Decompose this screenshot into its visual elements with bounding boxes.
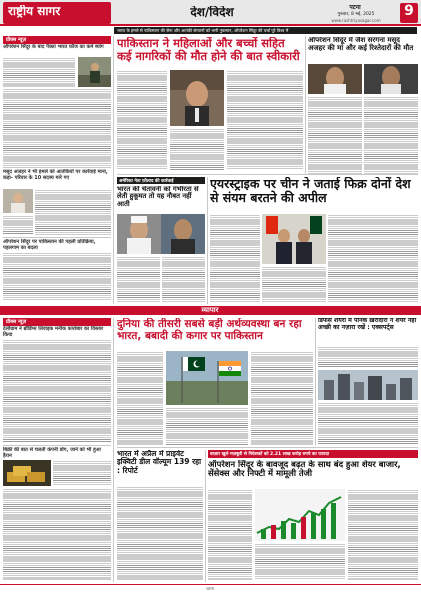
business-right-photo <box>318 370 418 400</box>
left-story3-body <box>3 252 111 300</box>
left-story1-title: ऑपरेशन सिंदूर के बाद पैक्ता भारत फ़ौज का कर्म ब्यांग <box>3 44 104 50</box>
bottom-headline: ऑपरेशन सिंदूर के बावजूद बढ़त के साथ बंद हुआ शेयर बाजार, सेंसेक्स और निफ्टी में मामूली तेजी <box>208 460 401 479</box>
page-number: 9 <box>404 4 414 19</box>
left-story2-photo <box>3 189 33 213</box>
date-label: गुरुवार, 8 मई, 2025 <box>337 12 375 17</box>
equity-headline: भारत में अप्रैल में प्राइवेट इक्विटी डील वॉल्यूम 139 रहा : रिपोर्ट <box>117 450 202 475</box>
mid-right-col2 <box>262 266 326 302</box>
business-main-headline: दुनिया की तीसरी सबसे बड़ी अर्थव्यवस्था बन रहा भारत, बबादी की कगार पर पाकिस्तान <box>117 318 302 343</box>
business-main-col2 <box>166 407 248 445</box>
business-right-body-a <box>318 346 418 368</box>
top-col-rule-1 <box>113 36 114 304</box>
business-col-rule-2 <box>315 318 316 445</box>
business-label: व्यापार <box>201 306 219 314</box>
left-divider-2 <box>3 237 111 238</box>
left-story1-body-a <box>3 57 75 87</box>
business-left-badge: प्रीक्स न्यूज़ <box>3 318 111 326</box>
main-story-photo <box>170 70 224 126</box>
right-headline: ऑपरेशन सिंदूर में जैश सरगना मसूद अजहर की मां और कई रिश्तेदारों की मौत <box>308 37 414 52</box>
left-story2-body-b <box>3 215 33 235</box>
business-main-col1 <box>117 351 163 445</box>
business-left-story1-body <box>3 339 111 443</box>
city-label: पटना <box>349 4 361 11</box>
business-left-story2-body-b <box>3 488 111 580</box>
right-story-col2 <box>364 96 418 174</box>
business-main-col3 <box>251 351 313 445</box>
mid-left-photo <box>117 214 205 254</box>
business-col-rule-3 <box>205 450 206 582</box>
bottom-col1 <box>208 489 252 580</box>
business-right-body-b <box>318 402 418 445</box>
business-left-photo <box>3 460 51 486</box>
business-left-story2-body-a <box>53 460 111 486</box>
business-left-divider <box>3 445 111 446</box>
mid-left-body-2 <box>162 256 205 302</box>
mid-left-kicker: अमेरिका नेता फ़ौलाद की कार्रवाई <box>119 179 174 184</box>
mid-left-body-1 <box>117 256 160 302</box>
footer-rule <box>0 584 421 585</box>
main-story-col3 <box>227 70 303 170</box>
top-col-rule-2 <box>305 36 306 174</box>
business-left-story1-title: टेलीग्राम ने ब्रॉडिंग्स लिवाइक मनीक कारोबार का विस्तार किया <box>3 326 104 338</box>
business-mid-divider <box>117 447 418 448</box>
business-col-rule-1 <box>113 318 114 582</box>
ticker-text: भारत के हमले से पाकिस्तान की सेना और आतंकी संगठनों को भारी नुकसान, ऑपरेशन सिंदूर की चर्चा पूरे विश्व में <box>117 28 289 33</box>
left-story1-photo <box>78 57 111 87</box>
website-label: www.rashtriyasagar.com <box>331 18 381 23</box>
right-story-col1 <box>308 96 362 174</box>
paper-name: राष्ट्रीय सागर <box>8 5 61 18</box>
main-story-col1 <box>117 70 167 170</box>
bottom-kicker: बाज़ार खुले मज़बूती से निवेशकों को 2.21 लाख करोड़ रुपये का फायदा <box>210 452 330 457</box>
business-main-photo <box>166 351 248 405</box>
main-headline: पाकिस्तान ने महिलाओं और बच्चों सहित कई नागरिकों की मौत होने की बात स्वीकारी <box>117 37 300 64</box>
business-left-story2-title: बिक्री की बात से चलती कंपनी डोंग, जानें को भी हुआ हैरान <box>3 447 101 459</box>
bottom-col2 <box>255 543 345 580</box>
main-story-col2 <box>170 128 224 170</box>
left-divider-1 <box>3 167 111 168</box>
bottom-market-photo <box>255 489 345 541</box>
left-story3-title: ऑपरेशन सिंदूर पर पाकिस्तान की पहली प्रतिक्रिया, पहलगाम का बदला <box>3 239 96 251</box>
bottom-col3 <box>348 489 418 580</box>
mid-right-photo <box>262 214 326 264</box>
mid-right-col1 <box>210 214 260 302</box>
mid-right-headline: एयरस्ट्राइक पर चीन ने जताई फिक्र दोनों देश से संयम बरतने की अपील <box>210 177 411 205</box>
business-right-headline: डिफेंस शेयरों में पैनिक ख़रीदारी ने शेयर नहीं अच्छी का नज़ारा रखें : एक्सपर्ट्स <box>318 318 417 331</box>
mid-col-rule <box>207 177 208 304</box>
right-story-photo <box>308 64 418 94</box>
mid-right-col3 <box>328 214 418 302</box>
left-story2-body <box>35 189 111 235</box>
equity-body <box>117 486 203 580</box>
section-title: देश/विदेश <box>190 6 234 19</box>
left-story1-body-b <box>3 88 111 166</box>
mid-left-headline: भारत की चेतावनी को गंभीरता से लेती हुकूमत तो यह नौबत नहीं आती <box>117 186 199 208</box>
left-story2-title: मसूद अजहर ने भी हमले को आतंकियों पर कार्रवाई माना, कहा- परिवार के 10 सदस्य मारे गए <box>3 169 108 181</box>
footer-caption: पटना <box>206 586 214 591</box>
mid-divider <box>117 174 418 175</box>
left-col-badge: प्रीक्स न्यूज़ <box>3 36 111 44</box>
